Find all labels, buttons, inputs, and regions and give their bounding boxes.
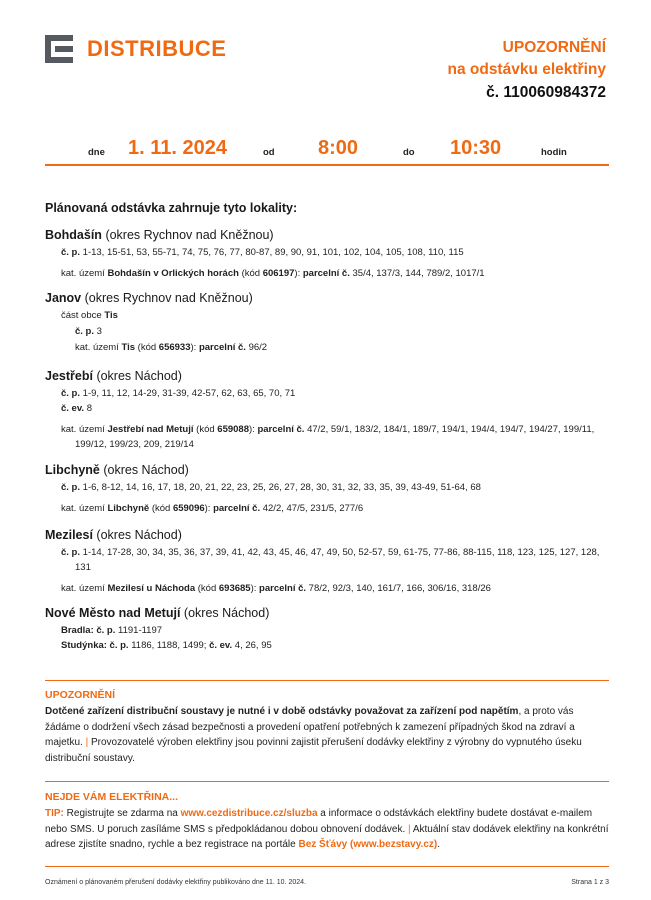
warning-heading: UPOZORNĚNÍ xyxy=(45,689,116,701)
logo-mark-icon xyxy=(45,35,73,63)
to-label: do xyxy=(403,147,415,158)
bradla-numbers: Bradla: č. p. 1191-1197 xyxy=(61,625,163,636)
locations-intro: Plánovaná odstávka zahrnuje tyto lokality: xyxy=(45,201,298,215)
location-bohdasin xyxy=(45,227,615,281)
hours-label: hodin xyxy=(541,147,567,158)
location-jestrebi xyxy=(45,368,615,452)
page-number: Strana 1 z 3 xyxy=(571,879,609,886)
bezstavy-url-link[interactable]: (www.bezstavy.cz) xyxy=(349,839,438,850)
location-name: Bohdašín (okres Rychnov nad Kněžnou) xyxy=(45,228,274,242)
studynka-numbers: Studýnka: č. p. 1186, 1188, 1499; č. ev. 4, 26, 95 xyxy=(61,640,272,651)
location-name: Mezilesí (okres Náchod) xyxy=(45,528,182,542)
location-name: Nové Město nad Metují (okres Náchod) xyxy=(45,606,270,620)
registration-link[interactable]: www.cezdistribuce.cz/sluzba xyxy=(180,808,318,819)
location-janov xyxy=(45,290,615,355)
cadastral-info: kat. území Mezilesí u Náchoda (kód 693685): parcelní č. 78/2, 92/3, 140, 161/7, 166, 306/16, 318/26 xyxy=(61,583,491,594)
notice-number: č. 110060984372 xyxy=(486,84,606,101)
outage-date: 1. 11. 2024 xyxy=(128,137,227,159)
bez-stavy-link[interactable]: Bez Šťávy xyxy=(298,839,348,850)
notice-header xyxy=(447,37,606,105)
no-power-text: TIP: Registrujte se zdarma na www.cezdistribuce.cz/sluzba a informace o odstávkách elektřiny budete dostávat e-mailem nebo SMS. U poruch zasíláme SMS s předpokládanou dobou obnovení dodávek. | Aktuální stav dodávek elektřiny na konkrétní adrese zjistíte snadno, rychle a bez registrace na portále Bez Šťávy (www.bezstavy.cz). xyxy=(45,808,609,850)
day-label: dne xyxy=(88,147,105,158)
schedule-line xyxy=(45,134,609,166)
logo-text: DISTRIBUCE xyxy=(87,36,227,61)
divider xyxy=(45,866,609,867)
municipality-part: část obce Tis xyxy=(61,310,118,321)
location-libchyne xyxy=(45,462,615,516)
cadastral-info: kat. území Libchyně (kód 659096): parcelní č. 42/2, 47/5, 231/5, 277/6 xyxy=(61,503,364,514)
notice-subtitle: na odstávku elektřiny xyxy=(447,61,606,78)
notice-title: UPOZORNĚNÍ xyxy=(502,39,606,56)
location-name: Libchyně (okres Náchod) xyxy=(45,463,189,477)
location-nove-mesto xyxy=(45,605,615,653)
cadastral-info: kat. území Tis (kód 656933): parcelní č. 96/2 xyxy=(75,342,268,353)
house-numbers: č. p. 1-13, 15-51, 53, 55-71, 74, 75, 76, 77, 80-87, 89, 90, 91, 101, 102, 104, 105, 108, 110, 115 xyxy=(61,247,464,258)
publication-note: Oznámení o plánovaném přerušení dodávky elektřiny publikováno dne 11. 10. 2024. xyxy=(45,879,306,886)
evidence-numbers: č. ev. 8 xyxy=(61,403,93,414)
location-mezilesi xyxy=(45,527,615,596)
end-time: 10:30 xyxy=(450,137,502,159)
location-name: Janov (okres Rychnov nad Kněžnou) xyxy=(45,291,253,305)
company-logo xyxy=(45,35,226,63)
divider xyxy=(45,781,609,782)
house-numbers: č. p. 1-14, 17-28, 30, 34, 35, 36, 37, 39, 41, 42, 43, 45, 46, 47, 49, 50, 52-57, 59, 61-75, 77-86, 88-115, 118, 123, 125, 127, 128, 131 xyxy=(61,547,600,573)
house-numbers: č. p. 1-6, 8-12, 14, 16, 17, 18, 20, 21, 22, 23, 25, 26, 27, 28, 30, 31, 32, 33, 35, 39, 43-49, 51-64, 68 xyxy=(61,482,481,493)
cadastral-info: kat. území Bohdašín v Orlických horách (kód 606197): parcelní č. 35/4, 137/3, 144, 789/2, 1017/1 xyxy=(61,268,485,279)
no-power-heading: NEJDE VÁM ELEKTŘINA... xyxy=(45,791,179,803)
house-numbers: č. p. 3 xyxy=(75,326,102,337)
from-label: od xyxy=(263,147,275,158)
location-name: Jestřebí (okres Náchod) xyxy=(45,369,182,383)
divider xyxy=(45,680,609,681)
warning-text: Dotčené zařízení distribuční soustavy je nutné i v době odstávky považovat za zařízení pod napětím, a proto vás žádáme o dodržení všech zásad bezpečnosti a provedení opatření potřebných k zamezení případných škod na zdraví a majetku. | Provozovatelé výroben elektřiny jsou povinni zajistit přerušení dodávky elektřiny z výrobny do vypnutého úseku distribuční soustavy. xyxy=(45,706,582,764)
cadastral-info: kat. území Jestřebí nad Metují (kód 659088): parcelní č. 47/2, 59/1, 183/2, 184/1, 189/7, 194/1, 194/4, 194/7, 194/27, 199/11, 199/12, 199/23, 209, 219/14 xyxy=(61,424,595,450)
start-time: 8:00 xyxy=(318,137,359,159)
house-numbers: č. p. 1-9, 11, 12, 14-29, 31-39, 42-57, 62, 63, 65, 70, 71 xyxy=(61,388,296,399)
